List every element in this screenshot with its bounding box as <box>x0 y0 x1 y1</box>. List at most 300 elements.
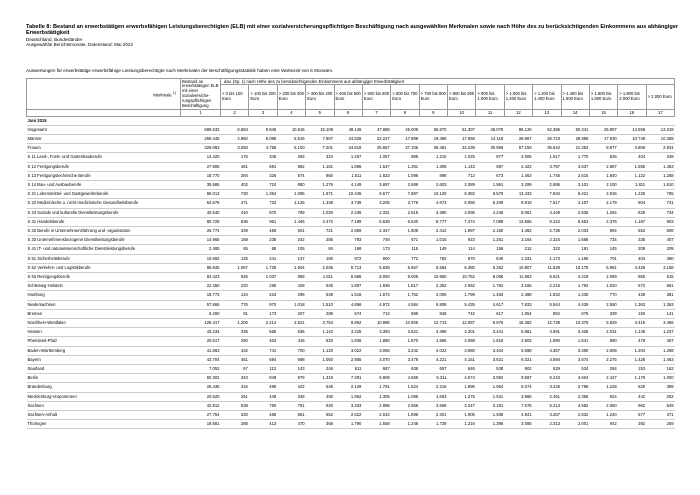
table-cell: 461 <box>221 162 249 171</box>
table-cell: 54.676 <box>181 199 221 208</box>
table-cell: 1.696 <box>334 162 362 171</box>
table-cell: 2.376 <box>589 217 617 226</box>
table-cell: 4.149 <box>334 180 362 189</box>
source-label: Ausgewählte Berichtsmonate, Datenstand: Mai 2022 <box>26 42 133 48</box>
table-cell: 545 <box>306 282 334 291</box>
table-cell: 2.622 <box>334 411 362 420</box>
table-cell: 439 <box>618 291 646 300</box>
table-cell: 2.006 <box>504 153 532 162</box>
table-cell: 4.604 <box>561 374 589 383</box>
table-cell: 2.566 <box>391 401 419 410</box>
table-cell: 1.173 <box>533 254 561 263</box>
table-cell: 617 <box>476 309 504 318</box>
table-cell: 381 <box>646 291 674 300</box>
table-cell: 8.066 <box>476 272 504 281</box>
table-cell: 1.483 <box>476 291 504 300</box>
table-cell: 1.025 <box>448 153 476 162</box>
table-cell: 2.042 <box>362 411 390 420</box>
table-cell: 860 <box>618 272 646 281</box>
table-cell: 2.736 <box>533 226 561 235</box>
column-number: 6 <box>334 110 362 117</box>
table-cell: 459 <box>249 226 277 235</box>
table-cell: 551 <box>277 411 305 420</box>
table-cell: 1.510 <box>306 300 334 309</box>
table-cell: 180 <box>306 254 334 263</box>
table-cell: 3.404 <box>476 346 504 355</box>
table-cell: 3.093 <box>221 144 249 153</box>
table-cell: 5.100 <box>277 144 305 153</box>
table-cell: 1.531 <box>476 392 504 401</box>
table-row <box>27 263 675 272</box>
table-cell: 404 <box>618 153 646 162</box>
table-cell: 1.338 <box>306 199 334 208</box>
table-row <box>27 217 675 226</box>
table-cell: 10.807 <box>504 263 532 272</box>
table-cell: 3.980 <box>448 346 476 355</box>
table-cell: 636 <box>221 217 249 226</box>
table-cell: 3.158 <box>646 263 674 272</box>
table-cell: 6.243 <box>533 374 561 383</box>
table-cell: 298 <box>277 291 305 300</box>
table-cell: 785 <box>646 190 674 199</box>
table-cell: 667 <box>362 364 390 373</box>
table-cell: 2.366 <box>561 392 589 401</box>
table-row <box>27 190 675 199</box>
row-label: Insgesamt <box>27 125 181 134</box>
table-row <box>27 337 675 346</box>
table-cell: 10.175 <box>561 263 589 272</box>
table-cell: 691 <box>249 162 277 171</box>
table-cell: 115 <box>391 245 419 254</box>
table-cell: 2.008 <box>589 346 617 355</box>
table-cell: 674 <box>334 309 362 318</box>
table-note: Auswertungen für erwerbstätige erwerbsfähige Leistungsberechtigte nach Merkmalen der Beschäftigungsstatistik haben eine Wartezeit von 6 Monaten. <box>26 68 334 73</box>
table-cell: 5.839 <box>362 263 390 272</box>
table-cell: 173 <box>362 245 390 254</box>
row-label: Bayern <box>27 355 181 364</box>
table-cell: 293 <box>277 153 305 162</box>
table-cell: 1.811 <box>618 180 646 189</box>
row-label: Baden-Württemberg <box>27 346 181 355</box>
column-number: 4 <box>277 110 305 117</box>
table-cell: 860 <box>306 171 334 180</box>
table-cell: 9.846 <box>249 125 277 134</box>
table-cell: 35.642 <box>533 144 561 153</box>
table-cell: 8.777 <box>419 217 447 226</box>
table-cell: 749 <box>362 236 390 245</box>
table-cell: 461 <box>221 355 249 364</box>
income-bin-header: > 1.000 bis 1.200 Euro <box>504 85 532 110</box>
table-cell: 1.142 <box>306 328 334 337</box>
table-cell: 741 <box>646 199 674 208</box>
table-cell: 339 <box>221 226 249 235</box>
row-label: S 33 Unternehmensbezogene Dienstleistungsberufe <box>27 236 181 245</box>
table-cell: 86.126 <box>504 125 532 134</box>
table-cell: 849 <box>249 374 277 383</box>
table-cell: 3.065 <box>362 346 390 355</box>
table-row <box>27 355 675 364</box>
table-cell: 770 <box>589 291 617 300</box>
table-cell: 1.428 <box>618 355 646 364</box>
report-header <box>26 24 686 48</box>
table-body <box>27 116 675 429</box>
column-number: 5 <box>306 110 334 117</box>
table-cell: 721 <box>306 226 334 235</box>
table-cell: 12.713 <box>419 318 447 327</box>
table-row <box>27 383 675 392</box>
table-cell: 1.966 <box>419 337 447 346</box>
table-cell: 2.603 <box>419 180 447 189</box>
table-cell: 1.739 <box>419 420 447 429</box>
table-cell: 3.441 <box>476 328 504 337</box>
table-cell: 1.611 <box>306 272 334 281</box>
table-row <box>27 364 675 373</box>
table-cell: 145 <box>589 245 617 254</box>
income-bin-header: > 1.600 bis 1.800 Euro <box>589 85 617 110</box>
table-cell: 972 <box>334 254 362 263</box>
table-cell: 1.204 <box>618 346 646 355</box>
table-cell: 553 <box>618 226 646 235</box>
table-cell: 41.563 <box>181 346 221 355</box>
row-label: S 32 Berufe in Unternehmensführung und -organisation <box>27 226 181 235</box>
table-row <box>27 328 675 337</box>
column-number: 16 <box>618 110 646 117</box>
table-cell: 3.668 <box>419 401 447 410</box>
income-bin-header: > 800 bis 900 Euro <box>448 85 476 110</box>
table-cell: 6.021 <box>504 355 532 364</box>
table-cell: 675 <box>561 309 589 318</box>
table-cell: 5.553 <box>561 217 589 226</box>
table-cell: 4.673 <box>419 199 447 208</box>
table-cell: 4.574 <box>448 374 476 383</box>
table-cell: 538 <box>476 364 504 373</box>
table-cell: 3.267 <box>533 411 561 420</box>
row-label: S 51 Sicherheitsberufe <box>27 254 181 263</box>
table-cell: 457 <box>646 337 674 346</box>
table-cell: 673 <box>476 171 504 180</box>
table-cell: 5.598 <box>504 346 532 355</box>
table-cell: 1.668 <box>561 236 589 245</box>
table-cell: 1.185 <box>561 254 589 263</box>
table-cell: 2.695 <box>533 180 561 189</box>
table-cell: 403 <box>618 254 646 263</box>
table-cell: 490 <box>306 392 334 401</box>
table-cell: 1.306 <box>419 162 447 171</box>
row-label: S 13 Fertigungstechnische Berufe <box>27 171 181 180</box>
table-cell: 235 <box>249 236 277 245</box>
table-cell: 870 <box>249 208 277 217</box>
table-cell: 2.515 <box>391 208 419 217</box>
table-cell: 324 <box>306 153 334 162</box>
row-label: S 31 Handelsberufe <box>27 217 181 226</box>
table-cell: 1.000 <box>646 374 674 383</box>
table-cell: 565 <box>249 328 277 337</box>
table-cell: 1.762 <box>476 282 504 291</box>
table-cell: 538 <box>221 401 249 410</box>
income-bin-header: > 2.000 Euro <box>646 85 674 110</box>
table-cell: 4.022 <box>419 346 447 355</box>
table-cell: 212 <box>504 245 532 254</box>
table-row <box>27 411 675 420</box>
table-cell: 1.817 <box>391 282 419 291</box>
table-cell: 134 <box>221 291 249 300</box>
table-cell: 1.673 <box>362 291 390 300</box>
table-cell: 979 <box>277 374 305 383</box>
table-cell: 6.621 <box>533 272 561 281</box>
table-cell: 3.181 <box>476 401 504 410</box>
table-cell: 13.665 <box>504 217 532 226</box>
table-cell: 343 <box>221 374 249 383</box>
table-cell: 1.225 <box>618 190 646 199</box>
table-cell: 1.790 <box>334 420 362 429</box>
table-cell: 7.201 <box>306 144 334 153</box>
table-cell: 898 <box>419 171 447 180</box>
table-cell: 1.200 <box>221 318 249 327</box>
table-cell: 1.096 <box>391 392 419 401</box>
table-cell: 1.149 <box>618 328 646 337</box>
table-cell: 289 <box>306 309 334 318</box>
table-cell: 14.119 <box>476 134 504 143</box>
table-cell: 700 <box>277 346 305 355</box>
table-cell: 84 <box>306 245 334 254</box>
table-cell: 961 <box>249 217 277 226</box>
table-cell: 2.796 <box>561 383 589 392</box>
table-cell: 1.446 <box>277 217 305 226</box>
table-cell: 987 <box>476 162 504 171</box>
table-cell: 1.319 <box>306 374 334 383</box>
table-cell: 549 <box>646 401 674 410</box>
table-cell: 335 <box>618 236 646 245</box>
table-cell: 671 <box>391 236 419 245</box>
table-cell: 741 <box>249 346 277 355</box>
table-cell: 162 <box>646 364 674 373</box>
table-cell: 1.745 <box>533 171 561 180</box>
table-cell: 246 <box>306 364 334 373</box>
table-cell: 9.597 <box>504 374 532 383</box>
table-cell: 3.466 <box>646 318 674 327</box>
table-cell: 3.247 <box>448 401 476 410</box>
table-cell: 402 <box>221 180 249 189</box>
table-cell: 442 <box>618 392 646 401</box>
table-cell: 2.422 <box>504 162 532 171</box>
table-cell: 316 <box>221 383 249 392</box>
table-cell: 2.488 <box>504 291 532 300</box>
table-cell: 28.989 <box>561 134 589 143</box>
table-cell: 8.382 <box>448 190 476 199</box>
table-cell: 3.101 <box>561 180 589 189</box>
column-number: 7 <box>362 110 390 117</box>
table-cell: 800 <box>362 254 390 263</box>
table-cell: 724 <box>249 199 277 208</box>
table-cell: 49.146 <box>334 125 362 134</box>
table-cell: 1.805 <box>391 226 419 235</box>
table-cell: 4.972 <box>362 300 390 309</box>
table-cell: 3.085 <box>504 420 532 429</box>
table-cell: 920 <box>306 401 334 410</box>
table-cell: 698 <box>277 355 305 364</box>
table-cell: 825 <box>589 153 617 162</box>
table-cell: 3.992 <box>476 374 504 383</box>
table-cell: 114 <box>448 245 476 254</box>
table-cell: 1.961 <box>476 180 504 189</box>
table-cell: 4.617 <box>476 300 504 309</box>
table-cell: 410 <box>221 208 249 217</box>
table-cell: 2.215 <box>533 282 561 291</box>
table-cell: 1.670 <box>391 337 419 346</box>
table-cell: 3.393 <box>362 328 390 337</box>
table-cell: 772 <box>391 254 419 263</box>
table-cell: 6.421 <box>561 190 589 199</box>
table-cell: 1.187 <box>618 217 646 226</box>
income-bin-header: > 100 bis 200 Euro <box>249 85 277 110</box>
table-cell: 288 <box>221 420 249 429</box>
income-bin-header: > 600 bis 700 Euro <box>391 85 419 110</box>
table-cell: 1.555 <box>618 162 646 171</box>
table-cell: 685 <box>391 309 419 318</box>
table-cell: 2.301 <box>419 411 447 420</box>
row-label: S 21 Lebensmittel- und Gastgewerbeberufe <box>27 190 181 199</box>
table-cell: 322 <box>533 245 561 254</box>
table-cell: 2.689 <box>391 180 419 189</box>
row-label: Hamburg <box>27 291 181 300</box>
table-cell: 2.832 <box>561 411 589 420</box>
feature-column-header <box>27 79 181 110</box>
table-cell: 994 <box>589 226 617 235</box>
table-cell: 5.516 <box>277 134 305 143</box>
table-cell: 4.439 <box>561 300 589 309</box>
table-cell: 5.209 <box>476 199 504 208</box>
table-cell: 10.389 <box>646 134 674 143</box>
total-column-header: Bestand an erwerbstätigen ELB mit einer sozialversiche-rungspflichtigen Beschäftigung <box>182 78 219 108</box>
table-cell: 1.603 <box>419 392 447 401</box>
table-cell: 3.478 <box>391 355 419 364</box>
table-cell: 42.912 <box>181 401 221 410</box>
column-number: 17 <box>646 110 674 117</box>
table-cell: 7.887 <box>391 190 419 199</box>
table-cell: 176 <box>221 153 249 162</box>
table-cell: 962 <box>618 401 646 410</box>
table-cell: 260.445 <box>181 134 221 143</box>
table-cell: 574 <box>277 171 305 180</box>
table-cell: 392 <box>618 420 646 429</box>
table-cell: 4.758 <box>249 144 277 153</box>
table-cell: 1.396 <box>476 420 504 429</box>
table-cell: 1.430 <box>561 291 589 300</box>
table-cell: 4.221 <box>419 355 447 364</box>
table-cell: 848 <box>419 309 447 318</box>
table-cell: 904 <box>618 199 646 208</box>
table-cell: 285 <box>306 236 334 245</box>
table-cell: 3.797 <box>533 162 561 171</box>
table-cell: 7.517 <box>533 199 561 208</box>
table-cell: 2.905 <box>334 355 362 364</box>
table-cell: 713 <box>362 309 390 318</box>
table-cell: 611 <box>334 364 362 373</box>
table-cell: 2.521 <box>277 318 305 327</box>
table-cell: 1.020 <box>306 208 334 217</box>
row-label: Brandenburg <box>27 383 181 392</box>
table-cell: 1.832 <box>533 291 561 300</box>
table-cell: 51.307 <box>448 125 476 134</box>
table-cell: 7.089 <box>476 217 504 226</box>
row-label: Bremen <box>27 309 181 318</box>
table-cell: 2.031 <box>589 328 617 337</box>
table-cell: 11.853 <box>504 272 532 281</box>
table-cell: 60.302 <box>181 374 221 383</box>
table-row <box>27 208 675 217</box>
table-cell: 629 <box>533 364 561 373</box>
table-cell: 234 <box>249 291 277 300</box>
table-cell: 3.697 <box>362 180 390 189</box>
table-row <box>27 291 675 300</box>
table-cell: 20.617 <box>181 337 221 346</box>
table-cell: 2.602 <box>504 337 532 346</box>
income-bin-header: > 0 bis 100 Euro <box>221 85 249 110</box>
table-cell: 4.584 <box>391 300 419 309</box>
income-bin-header: > 1.800 bis 2.000 Euro <box>618 85 646 110</box>
table-cell: 380 <box>646 254 674 263</box>
table-cell: 1.143 <box>448 162 476 171</box>
table-cell: 1.179 <box>618 374 646 383</box>
table-cell: 1.237 <box>646 328 674 337</box>
table-cell: 5.074 <box>504 383 532 392</box>
table-cell: 638 <box>391 364 419 373</box>
table-cell: 10.752 <box>448 272 476 281</box>
table-cell: 284 <box>221 171 249 180</box>
table-cell: 20.620 <box>181 392 221 401</box>
table-cell: 3.299 <box>504 180 532 189</box>
table-cell: 1.807 <box>334 282 362 291</box>
table-cell: 345 <box>249 153 277 162</box>
table-cell: 985 <box>391 153 419 162</box>
table-cell: 43.704 <box>181 355 221 364</box>
table-cell: 5.981 <box>589 263 617 272</box>
table-head <box>27 79 675 117</box>
table-cell: 2.006 <box>419 291 447 300</box>
table-cell: 1.799 <box>448 291 476 300</box>
table-cell: 422 <box>277 383 305 392</box>
table-cell: 2.050 <box>589 401 617 410</box>
row-label: Rheinland-Pfalz <box>27 337 181 346</box>
column-number: 3 <box>249 110 277 117</box>
table-row <box>27 374 675 383</box>
table-cell: 2.100 <box>589 180 617 189</box>
table-cell: 4.582 <box>561 401 589 410</box>
table-cell: 1.623 <box>362 171 390 180</box>
column-number: 10 <box>448 110 476 117</box>
table-cell: 589.532 <box>181 125 221 134</box>
row-label: Sachsen-Anhalt <box>27 411 181 420</box>
table-cell: 4.095 <box>448 208 476 217</box>
table-cell: 13.319 <box>646 125 674 134</box>
table-cell: 1.096 <box>277 190 305 199</box>
table-title: Tabelle 8: Bestand an erwerbstätigen erwerbsfähigen Leistungsberechtigten (ELB) mit einer sozialversicherungspflichtigen Beschäftigung nach ausgewählten Merkmalen sowie nach Höhe des zu berücksichtigenden Einkommens aus abhängiger Erwerbstätigkeit <box>26 24 679 37</box>
column-number: 11 <box>476 110 504 117</box>
column-number: 9 <box>419 110 447 117</box>
table-cell: 2.179 <box>589 199 617 208</box>
column-number: 8 <box>391 110 419 117</box>
table-cell: 9.862 <box>334 318 362 327</box>
table-cell: 10.616 <box>277 125 305 134</box>
table-row <box>27 254 675 263</box>
table-cell: 10.749 <box>618 134 646 143</box>
table-cell: 5.311 <box>419 374 447 383</box>
table-cell: 7.474 <box>448 217 476 226</box>
table-cell: 8.222 <box>533 217 561 226</box>
table-cell: 1.524 <box>391 383 419 392</box>
table-cell: 8.977 <box>589 144 617 153</box>
table-cell: 7.291 <box>334 374 362 383</box>
